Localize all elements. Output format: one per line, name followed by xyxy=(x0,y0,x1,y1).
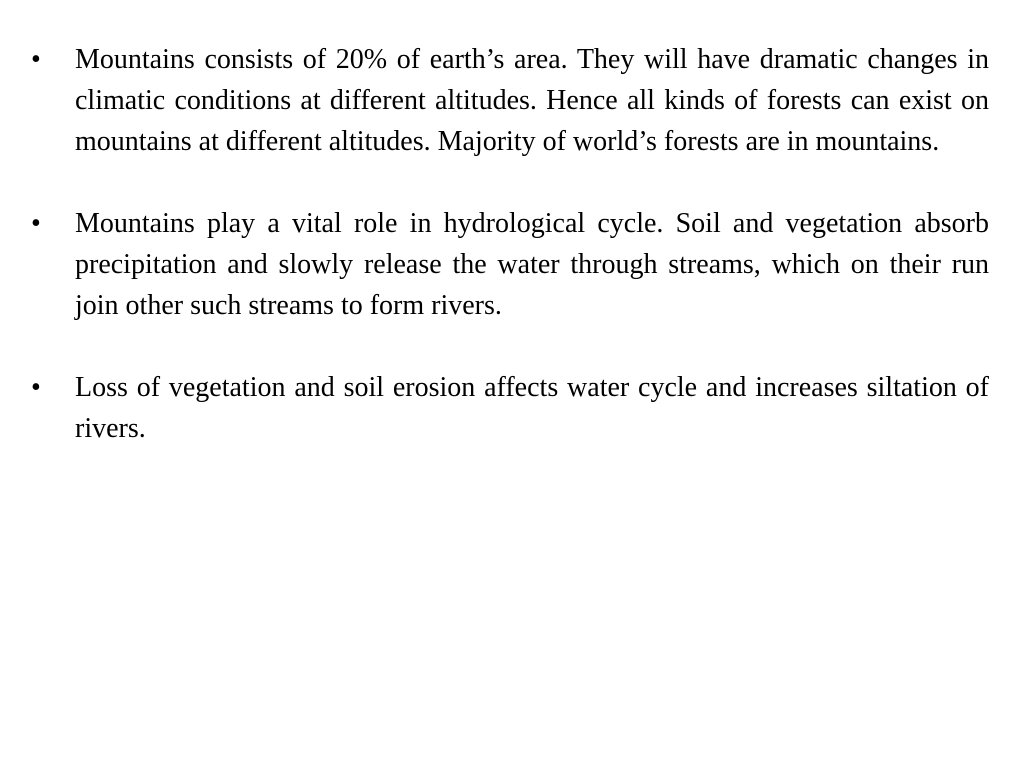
bullet-dot-icon: • xyxy=(31,372,41,403)
bullet-dot-icon: • xyxy=(31,208,41,239)
bullet-item-hydrological-cycle xyxy=(31,203,989,326)
bullet-item-mountains-area xyxy=(31,39,989,162)
bullet-item-soil-erosion xyxy=(31,367,989,449)
bullet-text: Loss of vegetation and soil erosion affects water cycle and increases siltation of rivers. xyxy=(75,372,989,444)
bullet-dot-icon: • xyxy=(31,44,41,75)
bullet-text: Mountains play a vital role in hydrological cycle. Soil and vegetation absorb precipitation and slowly release the water through streams, which on their run join other such streams to form rivers. xyxy=(75,208,989,321)
bullet-list xyxy=(31,39,989,490)
bullet-text: Mountains consists of 20% of earth’s area. They will have dramatic changes in climatic conditions at different altitudes. Hence all kinds of forests can exist on mountains at different altitudes. Majority of world’s forests are in mountains. xyxy=(75,44,989,157)
